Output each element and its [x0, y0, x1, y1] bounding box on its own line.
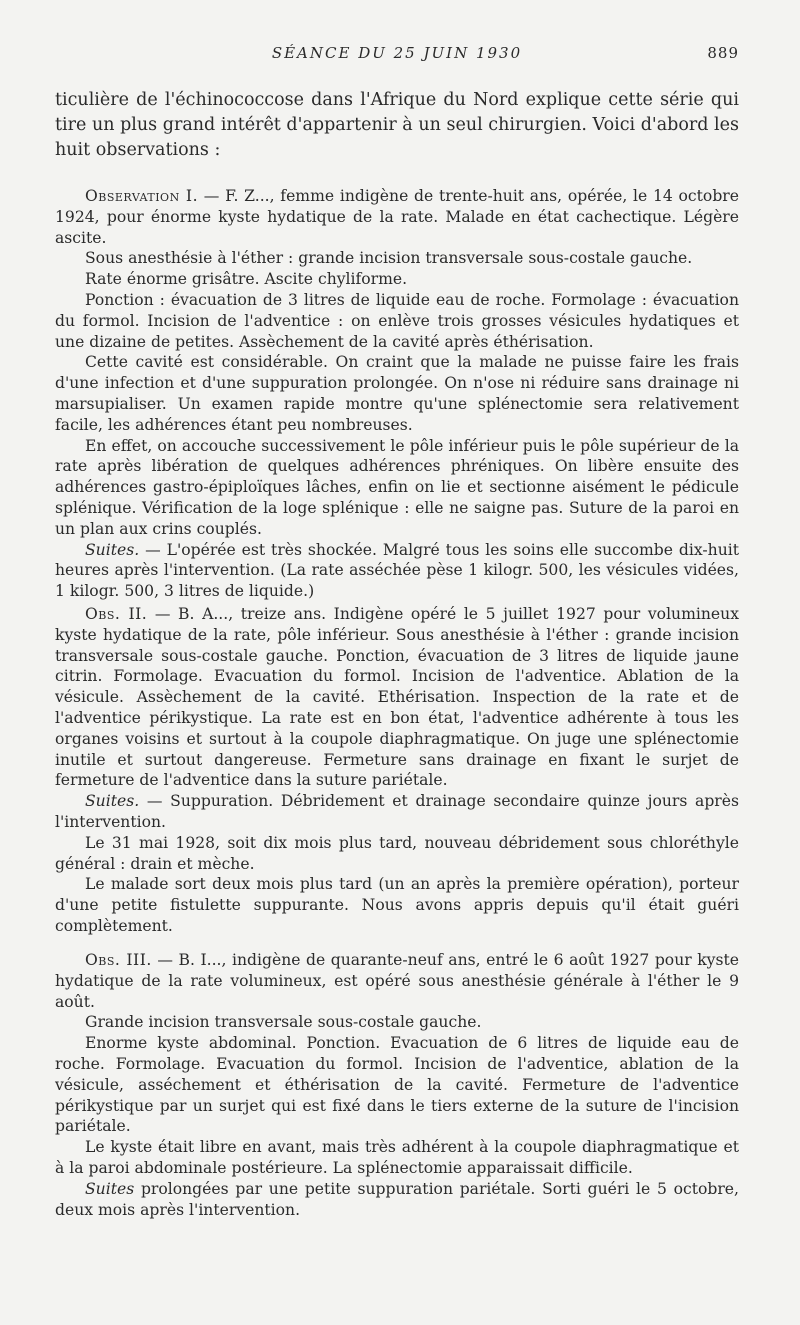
- suites-label: Suites.: [85, 540, 140, 559]
- observation-3: [55, 950, 739, 1220]
- observation-label: Obs. II.: [85, 605, 148, 623]
- suites-label: Suites: [85, 1179, 135, 1198]
- running-header: [55, 44, 739, 66]
- observation-paragraph: Sous anesthésie à l'éther : grande incision transversale sous-costale gauche.: [85, 249, 693, 268]
- observation-2: [55, 604, 739, 937]
- suites-paragraph: Suites. — L'opérée est très shockée. Malgré tous les soins elle succombe dix-huit heures après l'intervention. (La rate asséchée pèse 1 kilogr. 500, les vésicules vidées, 1 kilogr. 500, 3 litres de liquide.): [55, 540, 739, 601]
- observation-paragraph: Observation I. — F. Z..., femme indigène de trente-huit ans, opérée, le 14 octobre 1924, pour énorme kyste hydatique de la rate. Malade en état cachectique. Légère ascite.: [55, 187, 739, 247]
- observation-paragraph: Le kyste était libre en avant, mais très adhérent à la coupole diaphragmatique et à la paroi abdominale postérieure. La splénectomie apparaissait difficile.: [55, 1138, 739, 1177]
- observation-paragraph: Enorme kyste abdominal. Ponction. Evacuation de 6 litres de liquide eau de roche. Formolage. Evacuation du formol. Incision de l'adventice, ablation de la vésicule, asséchement et éthérisation de la cavité. Fermeture de l'adventice périkystique par un surjet qui est fixé dans le tiers externe de la suture de l'incision pariétale.: [55, 1034, 739, 1136]
- observation-paragraph: En effet, on accouche successivement le pôle inférieur puis le pôle supérieur de la rate après libération de quelques adhérences phréniques. On libère ensuite des adhérences gastro-épiploïques lâches, enfin on lie et sectionne aisément le pédicule splénique. Vérification de la loge splénique : elle ne saigne pas. Suture de la paroi en un plan aux crins couplés.: [55, 436, 739, 538]
- header-title: SÉANCE DU 25 JUIN 1930: [271, 44, 523, 62]
- intro-paragraph: ticulière de l'échinococcose dans l'Afrique du Nord explique cette série qui tire un plus grand intérêt d'appartenir à un seul chirurgien. Voici d'abord les huit observations :: [55, 90, 739, 160]
- observation-label: Obs. III.: [85, 951, 152, 969]
- observation-paragraph: Cette cavité est considérable. On craint que la malade ne puisse faire les frais d'une infection et d'une suppuration prolongée. On n'ose ni réduire sans drainage ni marsupialiser. Un examen rapide montre qu'une splénectomie sera relativement facile, les adhérences étant peu nombreuses.: [55, 353, 739, 434]
- observation-paragraph: Obs. II. — B. A..., treize ans. Indigène opéré le 5 juillet 1927 pour volumineux kyste hydatique de la rate, pôle inférieur. Sous anesthésie à l'éther : grande incision transversale sous-costale gauche. Ponction, évacuation de 3 litres de liquide jaune citrin. Formolage. Evacuation du formol. Incision de l'adventice. Ablation de la vésicule. Assèchement de la cavité. Ethérisation. Inspection de la rate et de l'adventice périkystique. La rate est en bon état, l'adventice adhérente à tous les organes voisins et surtout à la coupole diaphragmatique. On juge une splénectomie inutile et surtout dangereuse. Fermeture sans drainage en fixant le surjet de fermeture de l'adventice dans la suture pariétale.: [55, 605, 739, 790]
- observation-paragraph: Rate énorme grisâtre. Ascite chyliforme.: [85, 270, 408, 289]
- observation-paragraph: Obs. III. — B. I..., indigène de quarante-neuf ans, entré le 6 août 1927 pour kyste hydatique de la rate volumineux, est opéré sous anesthésie générale à l'éther le 9 août.: [55, 951, 739, 1011]
- observation-paragraph: Grande incision transversale sous-costale gauche.: [85, 1013, 482, 1032]
- observation-paragraph: Le malade sort deux mois plus tard (un an après la première opération), porteur d'une petite fistulette suppurante. Nous avons appris depuis qu'il était guéri complètement.: [55, 875, 739, 935]
- suites-paragraph: Suites prolongées par une petite suppuration pariétale. Sorti guéri le 5 octobre, deux mois après l'intervention.: [55, 1179, 739, 1219]
- suites-paragraph: Suites. — Suppuration. Débridement et drainage secondaire quinze jours après l'intervention.: [55, 792, 739, 831]
- suites-label: Suites.: [85, 792, 140, 811]
- observation-1: [55, 186, 739, 602]
- observation-label: Observation I.: [85, 187, 199, 205]
- observation-paragraph: Le 31 mai 1928, soit dix mois plus tard, nouveau débridement sous chloréthyle général : drain et mèche.: [55, 833, 739, 873]
- page-number: 889: [707, 44, 739, 62]
- observation-paragraph: Ponction : évacuation de 3 litres de liquide eau de roche. Formolage : évacuation du formol. Incision de l'adventice : on enlève trois grosses vésicules hydatiques et une dizaine de petites. Assèchement de la cavité après éthérisation.: [55, 290, 739, 351]
